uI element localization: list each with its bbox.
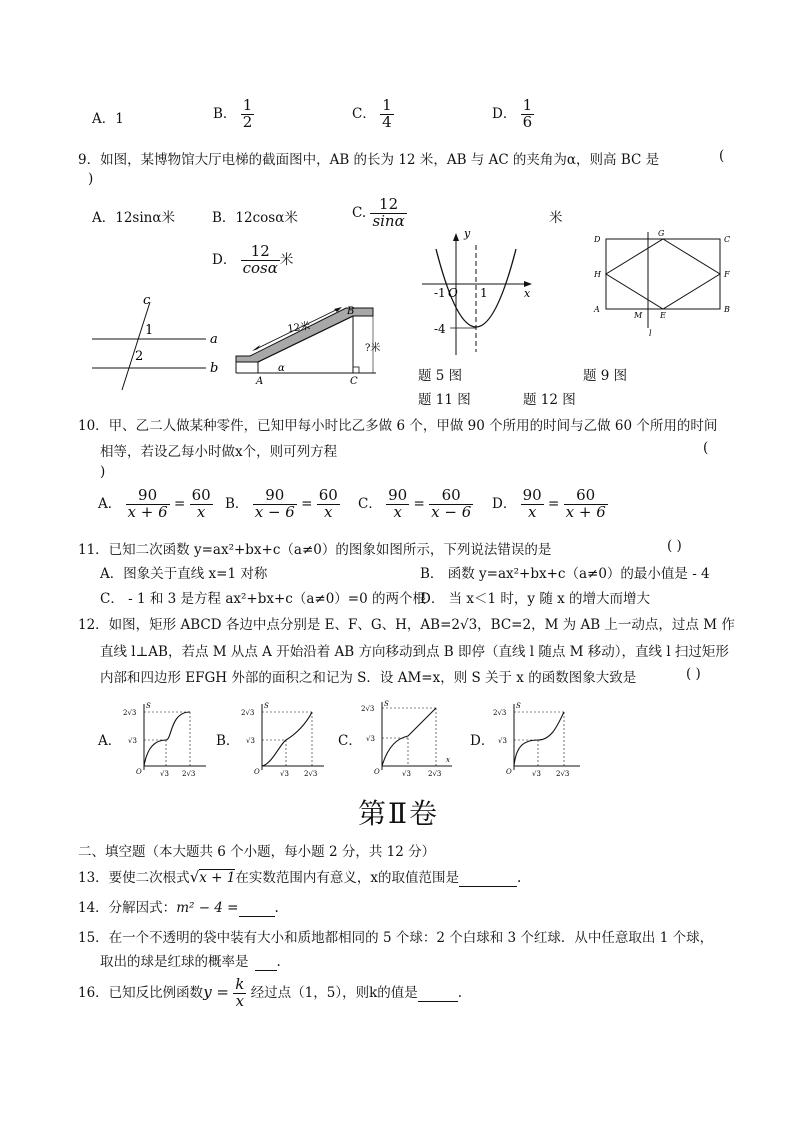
q10-paren-close: ) xyxy=(100,464,106,480)
graph-d-s: S xyxy=(516,702,521,710)
caption-t5: 题 5 图 xyxy=(418,368,463,384)
label-b: b xyxy=(210,361,219,376)
caption-t9: 题 9 图 xyxy=(583,368,628,384)
graph-c-o: O xyxy=(374,768,380,776)
q11-option-c: C． - 1 和 3 是方程 ax²+bx+c（a≠0）=0 的两个根 xyxy=(100,591,426,607)
rect-E: E xyxy=(660,311,666,320)
escalator-length: 12米 xyxy=(286,320,311,335)
q11-option-d: D． 当 x＜1 时，y 随 x 的增大而增大 xyxy=(420,591,651,607)
graph-c-s: S xyxy=(384,700,389,708)
q12-line3: 内部和四边形 EFGH 外部的面积之和记为 S．设 AM=x，则 S 关于 x 的函数图象大致是 xyxy=(100,670,637,686)
figure-parabola xyxy=(420,227,540,357)
graph-b-r3-y: √3 xyxy=(246,737,255,745)
figure-parallel-lines xyxy=(88,292,228,392)
q16: 16．已知反比例函数y = $\frac{k}{x}$ 经过点（1，5），则k的值是 . xyxy=(78,975,463,1010)
escalator-alpha: α xyxy=(278,363,285,374)
parabola-y: y xyxy=(464,227,471,240)
q8-option-d: D． $\frac{1}{6}$ xyxy=(492,96,533,131)
section-title: 第Ⅱ卷 xyxy=(358,797,440,830)
parabola-O: O xyxy=(448,286,458,300)
graph-c-2r3-y: 2√3 xyxy=(361,705,375,713)
graph-c-r3-y: √3 xyxy=(366,735,375,743)
graph-b-o: O xyxy=(254,768,260,776)
q11-stem: 11．已知二次函数 y=ax²+bx+c（a≠0）的图象如图所示，下列说法错误的是 xyxy=(78,542,552,558)
q12-option-b-label: B． xyxy=(216,733,240,749)
escalator-C: C xyxy=(350,376,358,387)
graph-a-r3-x: √3 xyxy=(160,770,169,778)
q9-option-a: A．12sinα米 xyxy=(92,210,175,226)
q12-graph-a xyxy=(120,700,210,780)
q15-line1: 15．在一个不透明的袋中装有大小和质地都相同的 5 个球：2 个白球和 3 个红球．从中任意取出 1 个球， xyxy=(78,930,714,946)
q9-option-c-unit: 米 xyxy=(549,210,563,226)
escalator-B: B xyxy=(347,306,355,317)
rect-B: B xyxy=(724,305,730,314)
q13: 13．要使二次根式√x + 1在实数范围内有意义，x的取值范围是 . xyxy=(78,868,522,886)
graph-d-2r3-y: 2√3 xyxy=(493,709,507,717)
parabola-x: x xyxy=(524,287,531,300)
q10-option-a: A． $\frac{90}{x + 6}$ = $\frac{60}{x}$ xyxy=(98,486,211,521)
caption-t11: 题 11 图 xyxy=(418,392,471,408)
rect-C: C xyxy=(724,235,731,244)
parabola-neg1: -1 xyxy=(434,286,446,300)
q12-graph-b xyxy=(238,700,328,780)
label-a: a xyxy=(210,332,218,347)
q9-option-c: C. $\frac{12}{\sin\alpha}$ xyxy=(352,195,405,230)
graph-d-2r3-x: 2√3 xyxy=(556,770,570,778)
q12-option-c-label: C． xyxy=(338,733,362,749)
q9-option-d: D． $\frac{12}{\cos\alpha}$ 米 xyxy=(212,242,294,277)
q8-option-b: B． $\frac{1}{2}$ xyxy=(213,96,253,131)
rect-F: F xyxy=(724,270,730,279)
q11-option-b: B． 函数 y=ax²+bx+c（a≠0）的最小值是 - 4 xyxy=(420,566,710,582)
q12-line1: 12．如图，矩形 ABCD 各边中点分别是 E、F、G、H，AB=2√3，BC=2，M 为 AB 上一动点，过点 M 作 xyxy=(78,617,735,633)
q15-line2: 取出的球是红球的概率是 . xyxy=(100,954,281,970)
graph-a-o: O xyxy=(136,768,142,776)
part2-heading: 二、填空题（本大题共 6 个小题，每小题 2 分，共 12 分） xyxy=(78,844,436,860)
q16-blank[interactable] xyxy=(418,985,458,1002)
q10-option-c: C． $\frac{90}{x}$ = $\frac{60}{x - 6}$ xyxy=(358,486,472,521)
graph-d-o: O xyxy=(506,768,512,776)
q12-option-a-label: A． xyxy=(98,733,122,749)
figure-rectangle xyxy=(590,228,740,348)
q12-option-d-label: D． xyxy=(470,733,495,749)
q12-paren: ( ) xyxy=(686,666,701,682)
sqrt-icon: √ xyxy=(189,868,200,886)
q10-option-b: B． $\frac{90}{x - 6}$ = $\frac{60}{x}$ xyxy=(225,486,338,521)
q11-paren: ( ) xyxy=(667,538,682,554)
escalator-A: A xyxy=(256,376,264,387)
q8-option-a: A．1 xyxy=(92,111,124,127)
graph-c-r3-x: √3 xyxy=(402,770,411,778)
parabola-neg4: -4 xyxy=(434,322,446,336)
q9-stem: 9．如图，某博物馆大厅电梯的截面图中，AB 的长为 12 米，AB 与 AC 的夹角为α，则高 BC 是 xyxy=(78,152,660,168)
label-2: 2 xyxy=(135,349,144,364)
rect-G: G xyxy=(658,229,665,238)
graph-b-2r3-y: 2√3 xyxy=(241,709,255,717)
q14: 14．分解因式：m² − 4 = . xyxy=(78,900,279,916)
q8-option-c: C． $\frac{1}{4}$ xyxy=(352,96,392,131)
graph-c-x: x xyxy=(446,756,450,764)
q10-paren-open: ( xyxy=(703,440,709,456)
q15-blank[interactable] xyxy=(255,954,277,971)
label-1: 1 xyxy=(145,323,154,338)
graph-a-r3-y: √3 xyxy=(128,737,137,745)
graph-b-2r3-x: 2√3 xyxy=(304,770,318,778)
q9-paren-open: ( xyxy=(719,148,725,164)
graph-d-r3-y: √3 xyxy=(498,737,507,745)
q9-option-b: B．12cosα米 xyxy=(212,210,298,226)
q11-option-a: A．图象关于直线 x=1 对称 xyxy=(100,566,268,582)
label-c: c xyxy=(143,293,151,308)
q12-line2: 直线 l⊥AB，若点 M 从点 A 开始沿着 AB 方向移动到点 B 即停（直线 l 随点 M 移动），直线 l 扫过矩形 xyxy=(100,644,729,660)
rect-H: H xyxy=(594,270,601,279)
q13-blank[interactable] xyxy=(459,870,517,887)
rect-A: A xyxy=(594,305,600,314)
graph-b-s: S xyxy=(264,702,269,710)
rect-M: M xyxy=(634,311,643,320)
q12-graph-d xyxy=(490,700,590,780)
rect-D: D xyxy=(594,235,601,244)
q12-graph-c xyxy=(358,700,458,780)
q9-paren-close: ) xyxy=(88,171,94,187)
q10-line1: 10．甲、乙二人做某种零件，已知甲每小时比乙多做 6 个，甲做 90 个所用的时间与乙做 60 个所用的时间 xyxy=(78,418,718,434)
parabola-1: 1 xyxy=(480,286,488,300)
figure-escalator xyxy=(228,296,388,388)
q10-option-d: D． $\frac{90}{x}$ = $\frac{60}{x + 6}$ xyxy=(492,486,606,521)
q10-line2: 相等，若设乙每小时做x个，则可列方程 xyxy=(100,444,338,460)
graph-b-r3-x: √3 xyxy=(280,770,289,778)
q14-blank[interactable] xyxy=(239,900,275,917)
graph-a-2r3-y: 2√3 xyxy=(123,709,137,717)
graph-a-s: S xyxy=(146,702,151,710)
escalator-height: ?米 xyxy=(365,343,381,354)
rect-l: l xyxy=(649,329,652,338)
graph-c-2r3-x: 2√3 xyxy=(428,770,442,778)
graph-a-2r3-x: 2√3 xyxy=(182,770,196,778)
graph-d-r3-x: √3 xyxy=(532,770,541,778)
caption-t12: 题 12 图 xyxy=(523,392,576,408)
